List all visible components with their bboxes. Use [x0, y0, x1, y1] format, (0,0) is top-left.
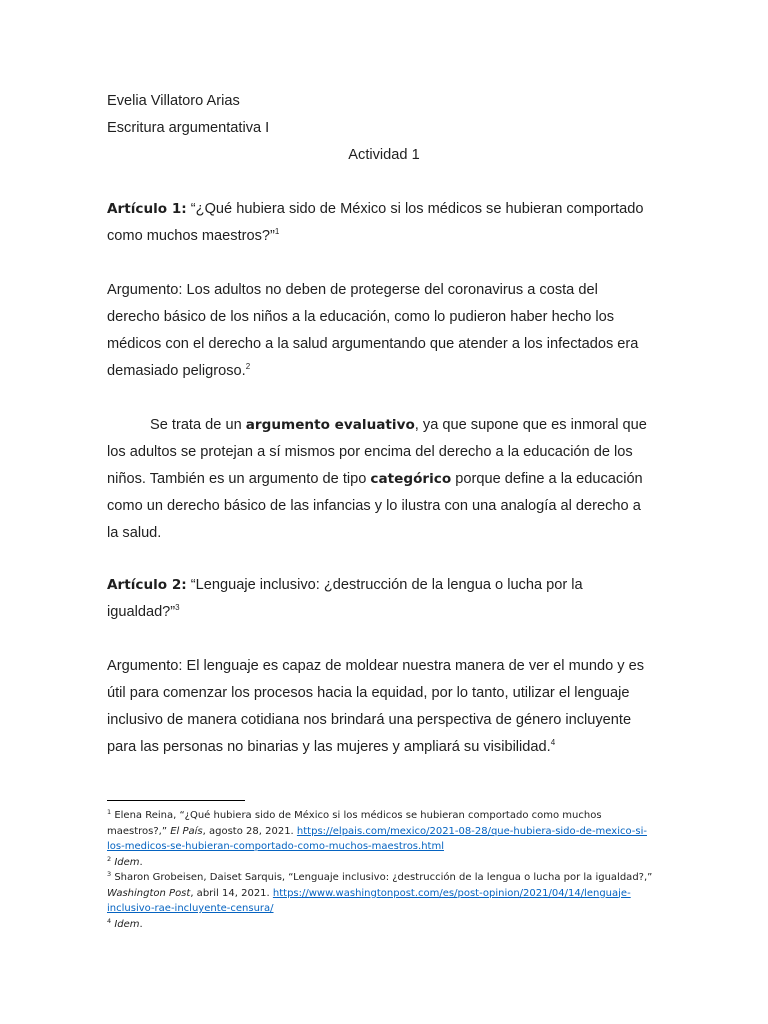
- article1-heading-cont: [107, 223, 279, 250]
- analysis-line: los adultos se protejan a sí mismos por encima del derecho a la educación de los: [107, 444, 633, 460]
- footnote-separator: [107, 800, 245, 801]
- keyword-evaluativo: argumento evaluativo: [245, 417, 415, 433]
- footnote-4: $^4$ Idem.: [107, 916, 143, 930]
- article1-heading: [107, 196, 643, 223]
- footnote-ref-3[interactable]: 3: [175, 603, 180, 612]
- article2-title-line1: “Lenguaje inclusivo: ¿destrucción de la lengua o lucha por la: [186, 577, 583, 593]
- article1-title-line1: “¿Qué hubiera sido de México si los médicos se hubieran comportado: [186, 201, 644, 217]
- footnote-3-line1: [107, 870, 652, 886]
- author-name: Evelia Villatoro Arias: [107, 93, 240, 109]
- article2-heading: [107, 572, 583, 599]
- footnote-1-source: El País: [170, 825, 203, 837]
- footnote-1-line3: [107, 839, 444, 855]
- article1-title-line2: como muchos maestros?”: [107, 228, 275, 244]
- footnote-2-text: Idem: [114, 856, 140, 868]
- footnote-3-source: Washington Post: [107, 887, 191, 899]
- footnote-3-link-cont[interactable]: inclusivo-rae-incluyente-censura/: [107, 903, 274, 914]
- article2-argument-text: para las personas no binarias y las mujeres y ampliará su visibilidad.: [107, 739, 551, 755]
- analysis-text: niños. También es un argumento de tipo: [107, 471, 371, 487]
- footnote-3-text: Sharon Grobeisen, Daiset Sarquis, “Lenguaje inclusivo: ¿destrucción de la lengua o lucha por la igualdad?,”: [111, 872, 653, 883]
- article1-argument-line: médicos con el derecho a la salud argumentando que atender a los infectados era: [107, 336, 639, 352]
- article2-heading-cont: [107, 599, 180, 626]
- course-name: Escritura argumentativa I: [107, 120, 270, 136]
- footnote-3-line2: [107, 886, 631, 902]
- analysis-text: porque define a la educación: [451, 471, 643, 487]
- article1-label: Artículo 1:: [107, 201, 187, 217]
- footnote-1-text: Elena Reina, “¿Qué hubiera sido de México si los médicos se hubieran comportado como muchos: [111, 810, 602, 821]
- article2-label: Artículo 2:: [107, 577, 187, 593]
- article2-argument-line-last: [107, 734, 555, 761]
- analysis-line: [150, 412, 647, 439]
- footnote-3-date: , abril 14, 2021.: [190, 887, 273, 899]
- footnote-1-date: , agosto 28, 2021.: [202, 825, 297, 837]
- footnote-ref-1[interactable]: 1: [274, 227, 280, 236]
- footnote-2: $^2$ Idem.: [107, 854, 143, 868]
- article1-argument-line: Argumento: Los adultos no deben de protegerse del coronavirus a costa del: [107, 282, 598, 298]
- footnote-ref-2[interactable]: 2: [245, 362, 251, 371]
- footnote-1-line1: [107, 808, 602, 824]
- article2-argument-line: Argumento: El lenguaje es capaz de moldear nuestra manera de ver el mundo y es: [107, 658, 645, 674]
- footnote-1-link-cont[interactable]: los-medicos-se-hubieran-comportado-como-muchos-maestros.html: [107, 841, 444, 852]
- analysis-text: Se trata de un: [150, 417, 246, 433]
- footnote-4-text: Idem: [114, 918, 140, 930]
- footnote-3-number: 3: [107, 870, 112, 878]
- footnote-3-line3: [107, 901, 274, 917]
- footnote-1-link[interactable]: https://elpais.com/mexico/2021-08-28/que-hubiera-sido-de-mexico-si-: [296, 825, 647, 837]
- analysis-line: [107, 466, 643, 493]
- analysis-line: como un derecho básico de las infancias y lo ilustra con una analogía al derecho a: [107, 498, 641, 514]
- page-title: Actividad 1: [348, 147, 420, 163]
- article2-argument-line: útil para comenzar los procesos hacia la equidad, por lo tanto, utilizar el lenguaje: [107, 685, 630, 701]
- keyword-categorico: categórico: [370, 471, 452, 487]
- article2-title-line2: igualdad?”: [107, 604, 176, 620]
- footnote-2-number: 2: [107, 854, 112, 863]
- footnote-1-number: 1: [107, 808, 112, 816]
- article1-argument-line-last: [107, 358, 250, 385]
- footnote-3-link[interactable]: https://www.washingtonpost.com/es/post-opinion/2021/04/14/lenguaje-: [272, 887, 631, 899]
- footnote-1-text: maestros?,”: [107, 825, 171, 837]
- analysis-line: la salud.: [107, 525, 162, 541]
- footnote-1-line2: [107, 824, 647, 840]
- article1-argument-text: demasiado peligroso.: [107, 363, 246, 379]
- analysis-text: , ya que supone que es inmoral que: [414, 417, 647, 433]
- article1-argument-line: derecho básico de los niños a la educación, como lo pudieron haber hecho los: [107, 309, 615, 325]
- article2-argument-line: inclusivo de manera cotidiana nos brindará una perspectiva de género incluyente: [107, 712, 632, 728]
- footnote-ref-4[interactable]: 4: [550, 738, 556, 747]
- footnote-4-number: 4: [107, 916, 112, 925]
